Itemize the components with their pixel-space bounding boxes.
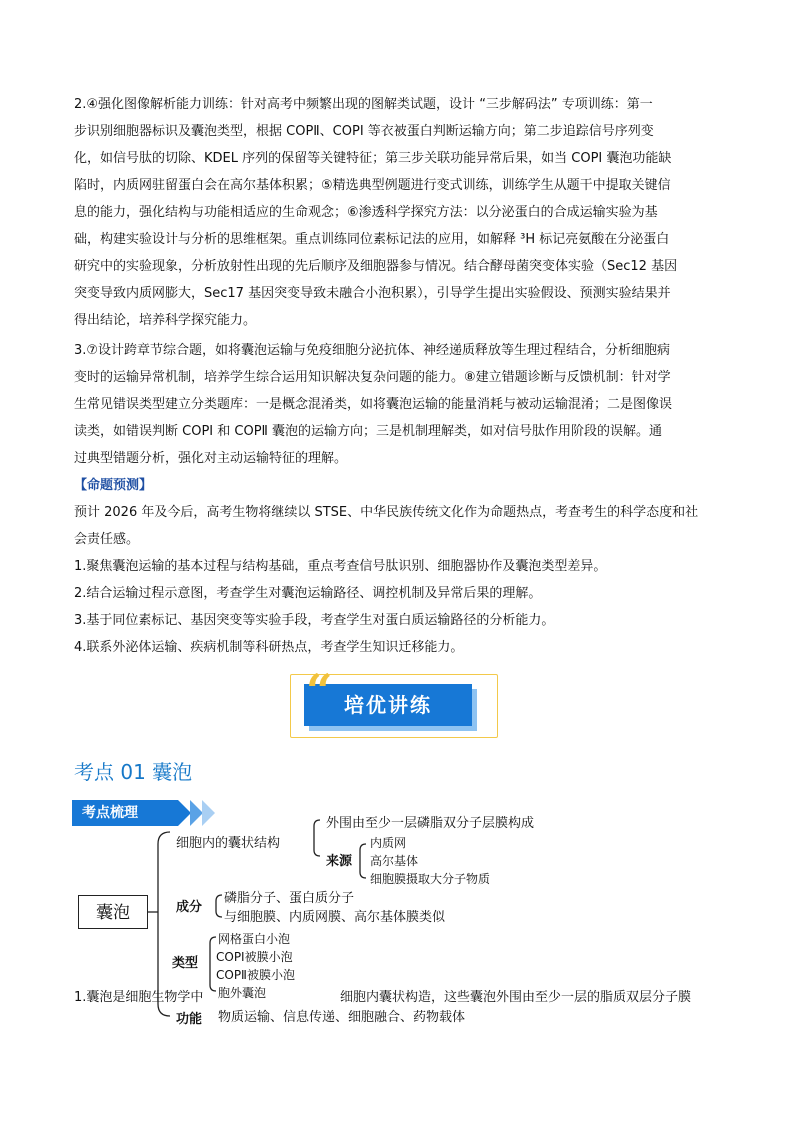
mindmap-composition-label: 成分 [176,900,203,915]
paragraph-line: 步识别细胞器标识及囊泡类型，根据 COPⅡ、COPⅠ 等衣被蛋白判断运输方向；第二步追踪信号序列变 [74,124,654,139]
forecast-intro-line: 会责任感。 [74,532,140,547]
mindmap-source-item: 内质网 [370,836,407,850]
forecast-item: 3.基于同位素标记、基因突变等实验手段，考查学生对蛋白质运输路径的分析能力。 [74,613,555,628]
mindmap-source-item: 细胞膜摄取大分子物质 [370,872,491,886]
mindmap-type-item: COPⅠ被膜小泡 [216,950,293,964]
mindmap-composition-item: 与细胞膜、内质网膜、高尔基体膜类似 [224,910,446,925]
paragraph-line: 生常见错误类型建立分类题库：一是概念混淆类，如将囊泡运输的能量消耗与被动运输混淆；二是图像误 [74,397,673,412]
quote-mark-icon: “ [306,664,333,718]
section-title: 考点 01 囊泡 [74,760,193,784]
topic-tag-label: 考点梳理 [72,800,178,826]
mindmap-composition-item: 磷脂分子、蛋白质分子 [224,891,355,906]
forecast-intro-line: 预计 2026 年及今后，高考生物将继续以 STSE、中华民族传统文化作为命题热点，考查考生的科学态度和社 [74,505,699,520]
paragraph-line: 2.④强化图像解析能力训练：针对高考中频繁出现的图解类试题，设计 “三步解码法” 专项训练：第一 [74,97,653,112]
banner-label: 培优讲练 [344,693,432,717]
overlap-line-right: 细胞内囊状构造，这些囊泡外围由至少一层的脂质双层分子膜 [340,990,692,1005]
forecast-heading: 【命题预测】 [74,478,153,493]
mindmap-root: 囊泡 [78,895,148,929]
paragraph-line: 突变导致内质网膨大，Sec17 基因突变导致未融合小泡积累），引导学生提出实验假设、预测实验结果并 [74,286,671,301]
paragraph-line: 3.⑦设计跨章节综合题，如将囊泡运输与免疫细胞分泌抗体、神经递质释放等生理过程结合，分析细胞病 [74,343,671,358]
paragraph-line: 息的能力，强化结构与功能相适应的生命观念；⑥渗透科学探究方法：以分泌蛋白的合成运输实验为基 [74,205,658,220]
mindmap-type-item: 胞外囊泡 [218,986,267,1000]
paragraph-line: 础，构建实验设计与分析的思维框架。重点训练同位素标记法的应用，如解释 ³H 标记亮氨酸在分泌蛋白 [74,232,670,247]
paragraph-line: 陷时，内质网驻留蛋白会在高尔基体积累；⑤精选典型例题进行变式训练，训练学生从题干中提取关键信 [74,178,671,193]
mindmap-function-label: 功能 [176,1012,203,1027]
paragraph-line: 过典型错题分析，强化对主动运输特征的理解。 [74,451,348,466]
mindmap-structure-label: 细胞内的囊状结构 [176,836,281,851]
paragraph-line: 得出结论，培养科学探究能力。 [74,313,257,328]
paragraph-line: 研究中的实验现象，分析放射性出现的先后顺序及细胞器参与情况。结合酵母菌突变体实验（Sec12 基因 [74,259,678,274]
forecast-item: 2.结合运输过程示意图，考查学生对囊泡运输路径、调控机制及异常后果的理解。 [74,586,542,601]
mindmap-type-item: COPⅡ被膜小泡 [216,968,295,982]
mindmap-types-label: 类型 [172,956,199,971]
overlap-line-left: 1.囊泡是细胞生物学中 [74,990,204,1005]
mindmap-function-text: 物质运输、信息传递、细胞融合、药物载体 [218,1010,466,1025]
paragraph-line: 变时的运输异常机制，培养学生综合运用知识解决复杂问题的能力。⑧建立错题诊断与反馈机制：针对学 [74,370,671,385]
mindmap-type-item: 网格蛋白小泡 [218,932,291,946]
paragraph-line: 化，如信号肽的切除、KDEL 序列的保留等关键特征；第三步关联功能异常后果，如当 COPⅠ 囊泡功能缺 [74,151,672,166]
forecast-item: 1.聚焦囊泡运输的基本过程与结构基础，重点考查信号肽识别、细胞器协作及囊泡类型差异。 [74,559,607,574]
mindmap-source-label: 来源 [326,854,353,869]
mindmap-structure-outer: 外围由至少一层磷脂双分子层膜构成 [326,816,535,831]
mindmap-source-item: 高尔基体 [370,854,419,868]
forecast-item: 4.联系外泌体运输、疾病机制等科研热点，考查学生知识迁移能力。 [74,640,464,655]
paragraph-line: 读类，如错误判断 COPⅠ 和 COPⅡ 囊泡的运输方向；三是机制理解类，如对信号肽作用阶段的误解。通 [74,424,663,439]
